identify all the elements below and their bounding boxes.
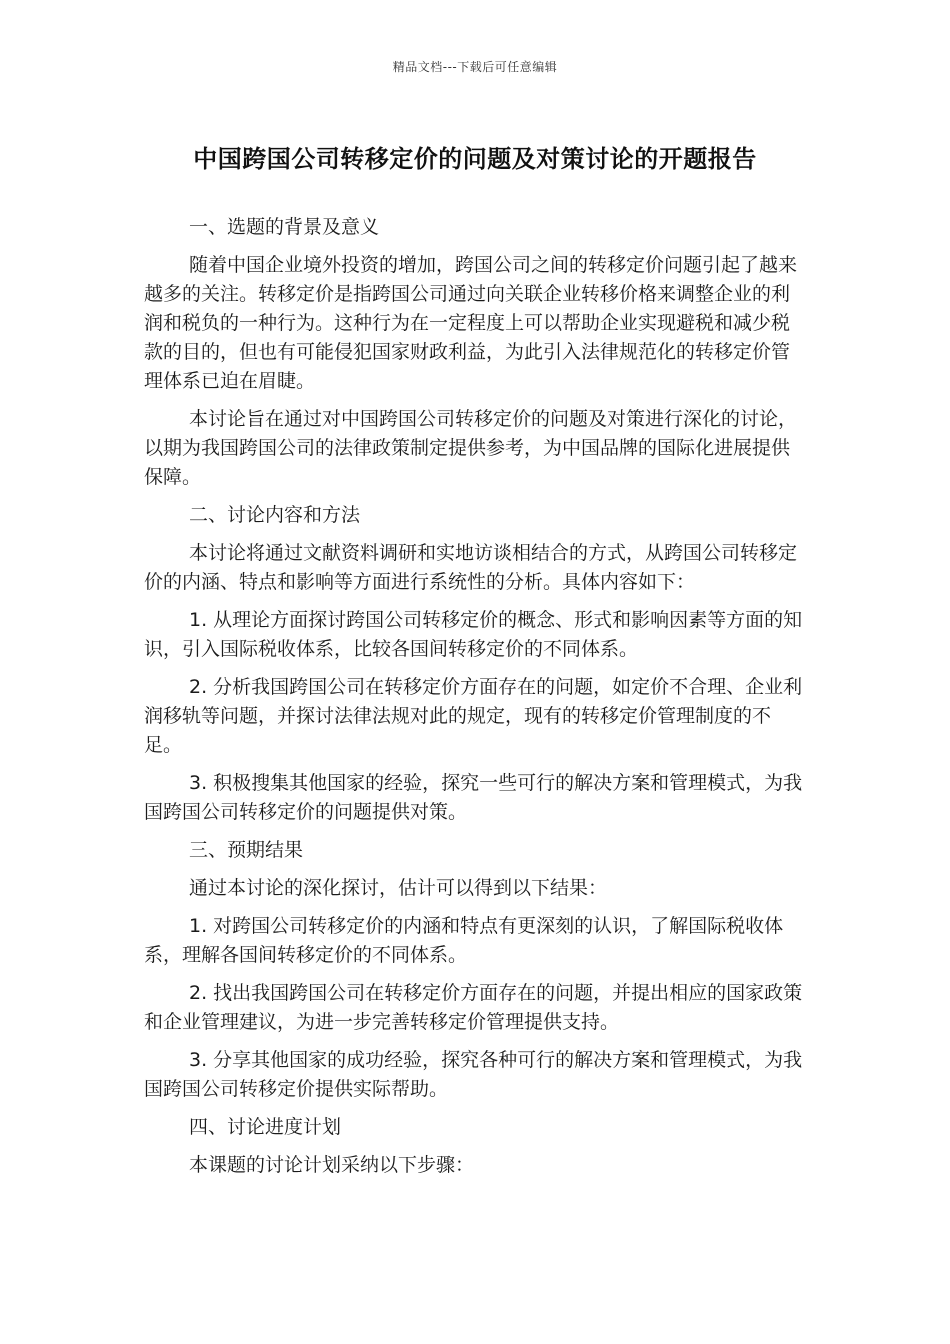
- header-note: 精品文档---下载后可任意编辑: [392, 60, 558, 74]
- section-heading-content-method: 二、讨论内容和方法: [189, 504, 361, 526]
- document-title: 中国跨国公司转移定价的问题及对策讨论的开题报告: [193, 145, 757, 173]
- section-heading-expected-results: 三、预期结果: [189, 839, 304, 861]
- section-heading-background: 一、选题的背景及意义: [189, 216, 380, 238]
- paragraph-results-intro: 通过本讨论的深化探讨，估计可以得到以下结果：: [189, 877, 608, 899]
- list-item-content-3: 3. 积极搜集其他国家的经验，探究一些可行的解决方案和管理模式，为我国跨国公司转移定价的问题提供对策。: [144, 772, 803, 823]
- paragraph-schedule-intro: 本课题的讨论计划采纳以下步骤：: [189, 1154, 475, 1176]
- section-heading-schedule: 四、讨论进度计划: [189, 1116, 342, 1138]
- list-item-content-2: 2. 分析我国跨国公司在转移定价方面存在的问题，如定价不合理、企业利润移轨等问题，并探讨法律法规对此的规定，现有的转移定价管理制度的不足。: [144, 676, 803, 756]
- document-body: [144, 213, 808, 1189]
- list-item-result-2: 2. 找出我国跨国公司在转移定价方面存在的问题，并提出相应的国家政策和企业管理建议，为进一步完善转移定价管理提供支持。: [144, 982, 803, 1033]
- paragraph-background-1: 随着中国企业境外投资的增加，跨国公司之间的转移定价问题引起了越来越多的关注。转移定价是指跨国公司通过向关联企业转移价格来调整企业的利润和税负的一种行为。这种行为在一定程度上可以帮助企业实现避税和减少税款的目的，但也有可能侵犯国家财政利益，为此引入法律规范化的转移定价管理体系已迫在眉睫。: [144, 254, 798, 392]
- list-item-content-1: 1. 从理论方面探讨跨国公司转移定价的概念、形式和影响因素等方面的知识，引入国际税收体系，比较各国间转移定价的不同体系。: [144, 609, 803, 660]
- list-item-result-1: 1. 对跨国公司转移定价的内涵和特点有更深刻的认识，了解国际税收体系，理解各国间转移定价的不同体系。: [144, 915, 784, 966]
- paragraph-content-intro: 本讨论将通过文献资料调研和实地访谈相结合的方式，从跨国公司转移定价的内涵、特点和影响等方面进行系统性的分析。具体内容如下：: [144, 542, 798, 593]
- paragraph-background-2: 本讨论旨在通过对中国跨国公司转移定价的问题及对策进行深化的讨论，以期为我国跨国公司的法律政策制定提供参考，为中国品牌的国际化进展提供保障。: [144, 408, 798, 488]
- list-item-result-3: 3. 分享其他国家的成功经验，探究各种可行的解决方案和管理模式，为我国跨国公司转移定价提供实际帮助。: [144, 1049, 803, 1100]
